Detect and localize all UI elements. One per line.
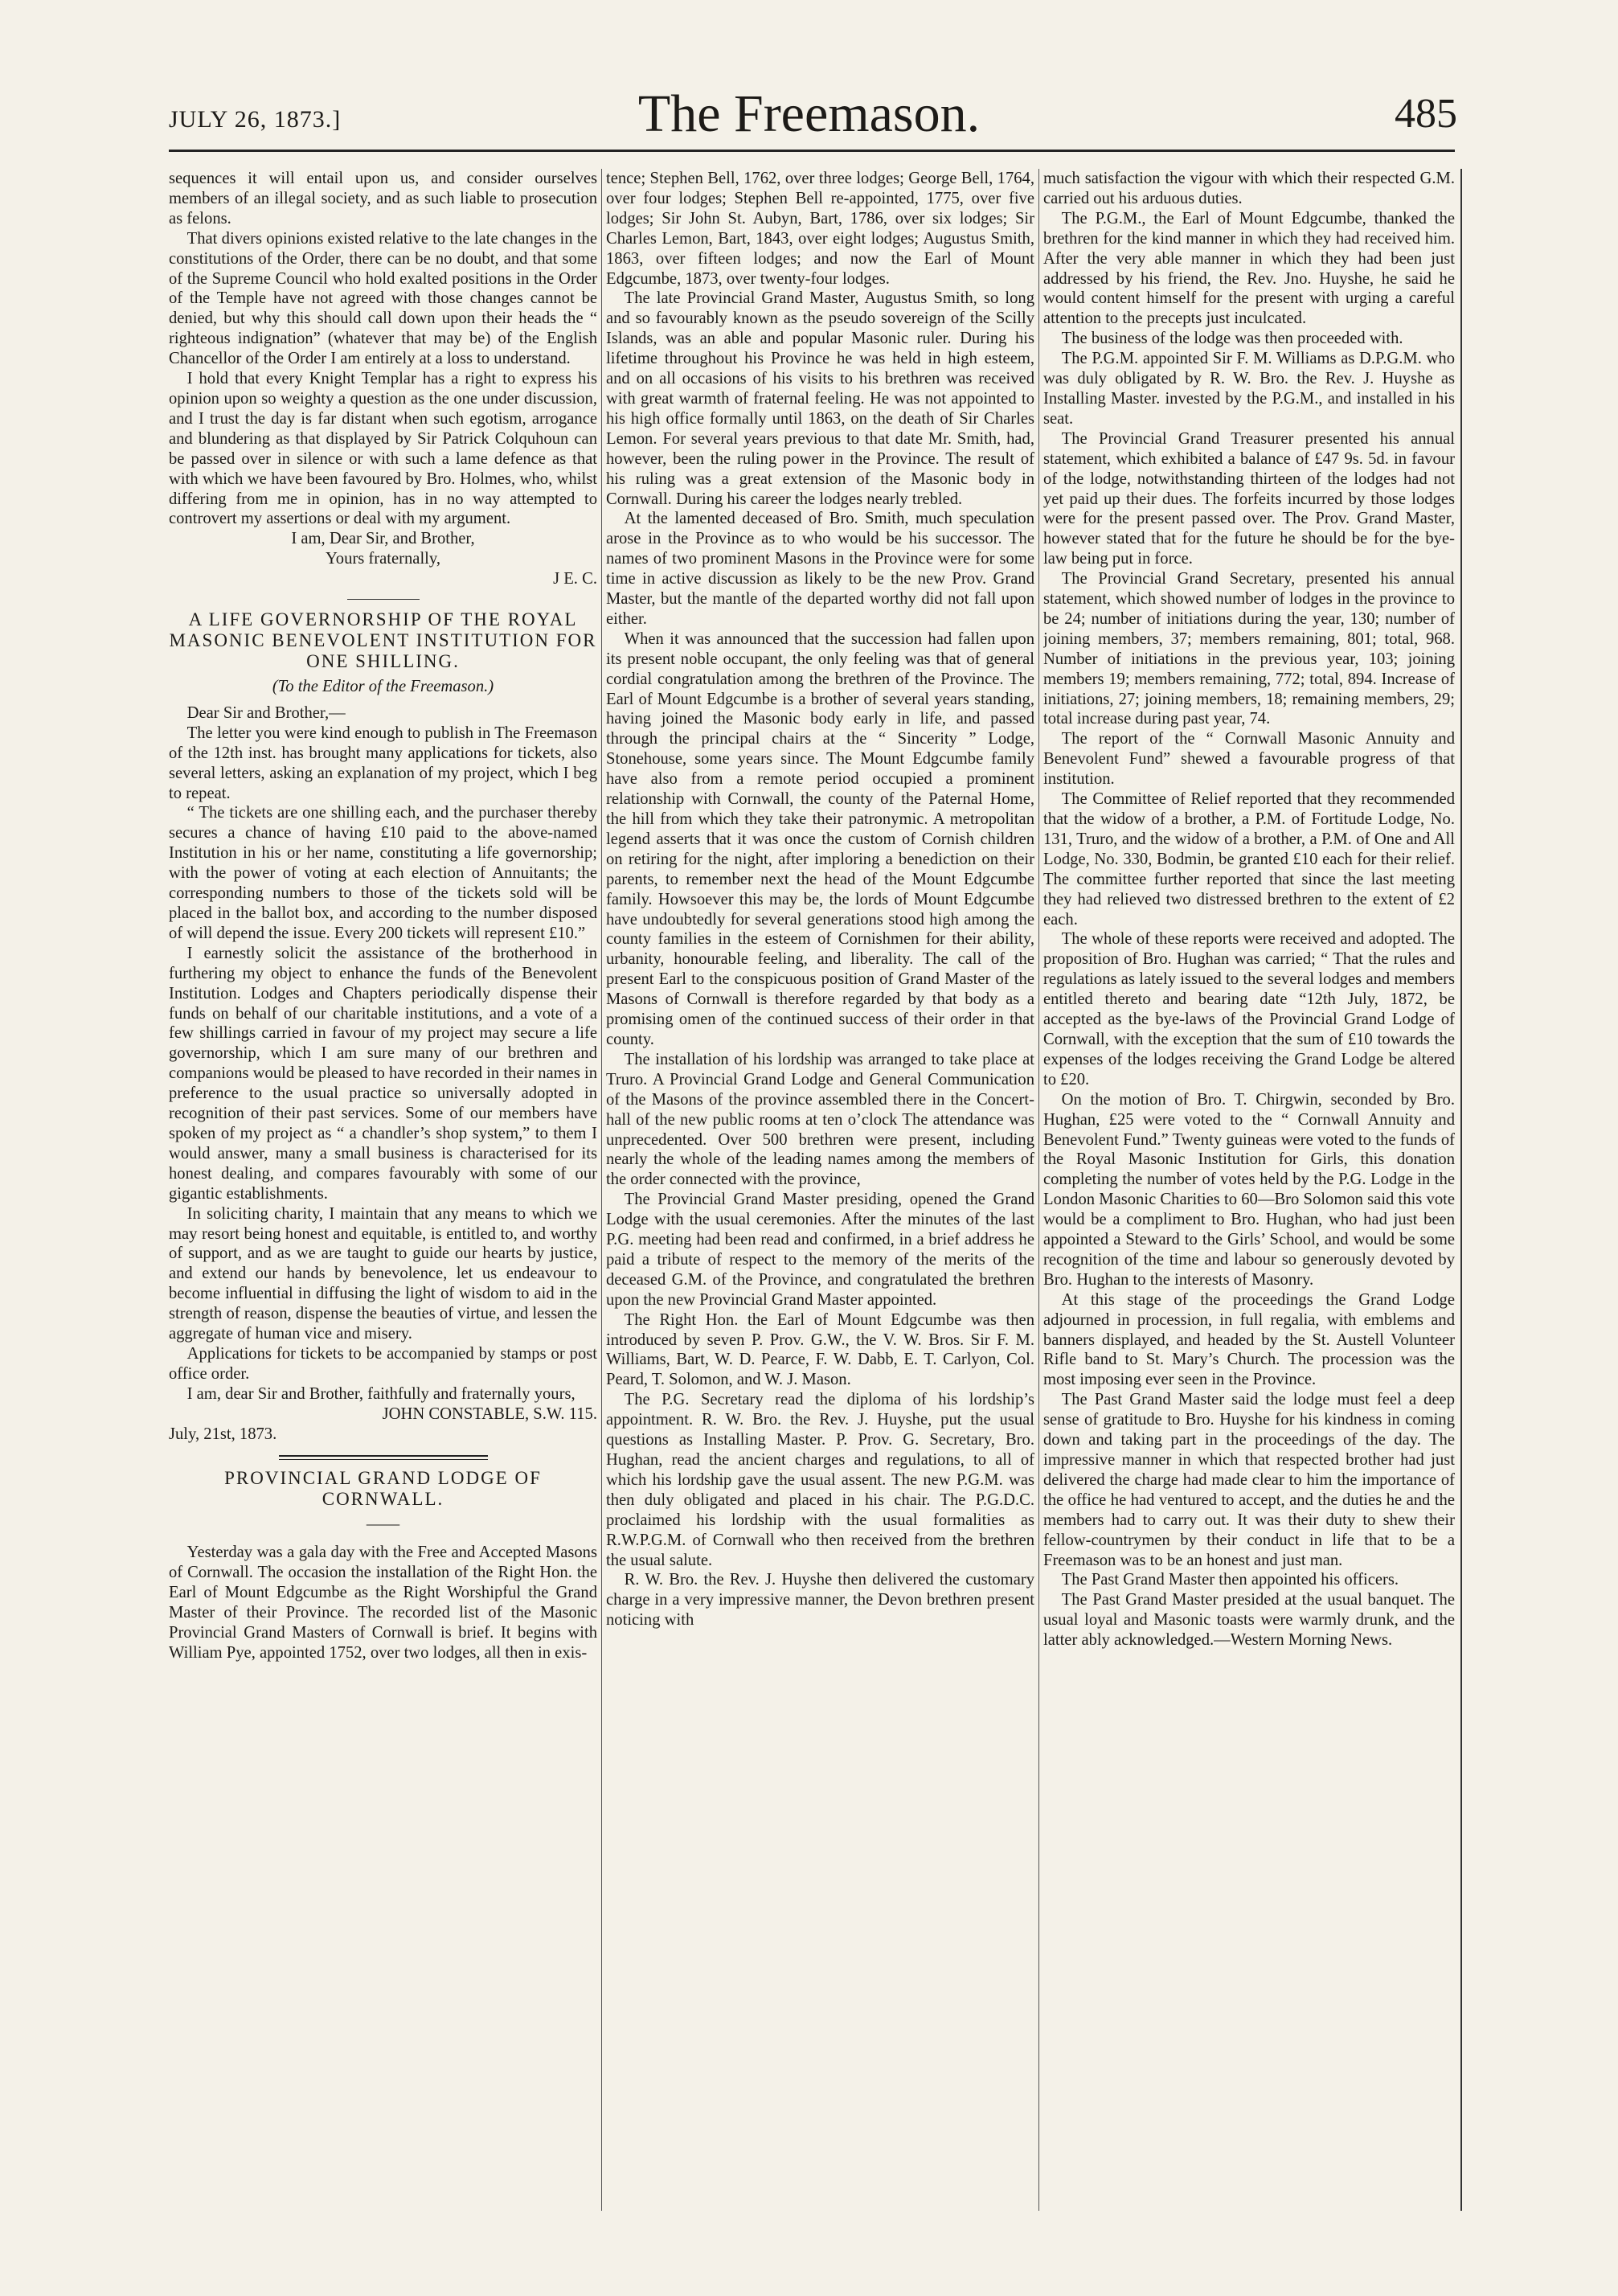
dateline: July, 21st, 1873. — [169, 1425, 277, 1443]
paragraph: At this stage of the proceedings the Grand Lodge adjourned in procession, in full regalia, with emblems and banners displayed, and headed by the St. Austell Volunteer Rifle band to St. Mary’s Church. The procession was the most imposing ever seen in the Province. — [1043, 1290, 1455, 1389]
paragraph: R. W. Bro. the Rev. J. Huyshe then delivered the customary charge in a very impressive manner, the Devon brethren present noticing with — [606, 1571, 1034, 1630]
article-heading: A LIFE GOVERNORSHIP OF THE ROYAL MASONIC BENEVOLENT INSTITUTION FOR ONE SHILLING. — [169, 609, 597, 672]
paragraph: The Past Grand Master then appointed his officers. — [1061, 1571, 1399, 1589]
paragraph: The P.G.M., the Earl of Mount Edgcumbe, thanked the brethren for the kind manner in which they had received him. After the very able manner in which they had been just addressed by his friend, the Rev. Jno. Huyshe, he said he would content himself for the present with urging a careful attention to the precepts just inculcated. — [1043, 209, 1455, 328]
paragraph: The letter you were kind enough to publish in The Freemason of the 12th inst. has brought many applications for tickets, also several letters, asking an explanation of my project, which I beg to repeat. — [169, 724, 597, 802]
paragraph: The installation of his lordship was arranged to take place at Truro. A Provincial Grand Lodge and General Communication of the Masons of the province assembled there in the Concert-hall of the new public rooms at ten o’clock The attendance was unprecedented. Over 500 brethren were present, including nearly the whole of the leading names among the members of the order connected with the province, — [606, 1050, 1034, 1189]
paragraph: The Right Hon. the Earl of Mount Edgcumbe was then introduced by seven P. Prov. G.W., the V. W. Bros. Sir F. M. Williams, Bart, W. D. Pearce, F. W. Dabb, E. T. Carlyon, Col. Peard, T. Solomon, and W. J. Mason. — [606, 1310, 1034, 1389]
paragraph: The Past Grand Master said the lodge must feel a deep sense of gratitude to Bro. Huyshe for his kindness in coming down and taking part in the proceedings of the day. The impressive manner in which that respected brother had just delivered the charge had made clear to him the importance of the office he had ventured to accept, and the duties he and the members had to carry out. It was their duty to shew their fellow-countrymen by their conduct in life that to be a Freemason was to be an honest and just man. — [1043, 1391, 1455, 1569]
paragraph: Yesterday was a gala day with the Free and Accepted Masons of Cornwall. The occasion the installation of the Right Hon. the Earl of Mount Edgcumbe as the Right Worshipful the Grand Master of their Province. The recorded list of the Masonic Provincial Grand Masters of Cornwall is brief. It begins with William Pye, appointed 1752, over two lodges, all then in exis- — [169, 1544, 597, 1662]
paragraph: The Provincial Grand Treasurer presented his annual statement, which exhibited a balance of £47 9s. 5d. in favour of the lodge, notwithstanding thirteen of the lodges had not yet paid up their dues. The forfeits incurred by those lodges were for the present passed over. The Prov. Grand Master, however stated that for the future he should be for the bye-law being put in force. — [1043, 429, 1455, 568]
paragraph: The P.G.M. appointed Sir F. M. Williams as D.P.G.M. who was duly obligated by R. W. Bro. the Rev. J. Huyshe as Installing Master. invested by the P.G.M., and installed in his seat. — [1043, 350, 1455, 428]
page-number: 485 — [1395, 91, 1457, 137]
section-divider — [279, 1455, 488, 1460]
column-1 — [169, 169, 597, 2227]
paragraph: The Provincial Grand Secretary, presented his annual statement, which showed number of lodges in the province to be 24; number of initiations during the year, 130; number of joining members, 37; members remaining, 801; total, 968. Number of initiations in the previous year, 103; joining members 19; members remaining, 772; total, 894. Increase of initiations, 27; joining members, 18; remaining members, 29; total increase during past year, 74. — [1043, 570, 1455, 728]
paragraph: sequences it will entail upon us, and consider ourselves members of an illegal society, and as such liable to prosecution as felons. — [169, 170, 597, 228]
paragraph: When it was announced that the succession had fallen upon its present noble occupant, the only feeling was that of general cordial congratulation among the brethren of the Province. The Earl of Mount Edgcumbe is a brother of several years standing, having joined the Masonic body early in life, and passed through the principal chairs at the “ Sincerity ” Lodge, Stonehouse, some years since. The Mount Edgcumbe family have also from a remote period occupied a prominent relationship with Cornwall, the county of the Paternal Home, the hill from which they take their patronymic. A metropolitan legend asserts that it was once the custom of Cornish children on retiring for the night, after imploring a benediction on their parents, to remember next the head of the Mount Edgcumbe family. Howsoever this may be, the lords of Mount Edgcumbe have undoubtedly for several generations stood high among the county families in the esteem of Cornishmen for their ability, urbanity, honourable feeling, and liberality. The call of the present Earl to the conspicuous position of Grand Master of the Masons of Cornwall is therefore regarded by that body as a promising omen of the continued success of their order in that county. — [606, 629, 1034, 1048]
paragraph: The business of the lodge was then proceeded with. — [1061, 330, 1403, 348]
salutation: Dear Sir and Brother,— — [186, 703, 346, 722]
header-rule — [169, 150, 1455, 152]
paragraph: “ The tickets are one shilling each, and the purchaser thereby secures a chance of having £10 paid to the above-named Institution in his or her name, constituting a life governorship; with the power of voting at each election of Annuitants; the corresponding numbers to those of the tickets sold will be placed in the ballot box, and according to the number disposed of will depend the issue. Every 200 tickets will represent £10.” — [169, 804, 597, 942]
paragraph: That divers opinions existed relative to the late changes in the constitutions of the Order, there can be no doubt, and that some of the Supreme Council who hold exalted positions in the Order of the Temple have not agreed with those changes cannot be denied, but why this should call down upon their heads the “ righteous indignation” (whatever that may be) of the English Chancellor of the Order I am entirely at a loss to understand. — [169, 229, 597, 368]
paragraph: I earnestly solicit the assistance of the brotherhood in furthering my object to enhance the funds of the Benevolent Institution. Lodges and Chapters periodically dispense their funds on behalf of our charitable institutions, and a vote of a few shillings carried in favour of my project may secure a life governorship, which I am sure many of our brethren and companions would be pleased to have recorded in their names in preference to the usual practice so universally adopted in recognition of their past services. Some of our members have spoken of my project as “ a chandler’s shop system,” to them I would answer, many a small business is characterised for its honest dealing, and compares favourably with some of our gigantic establishments. — [169, 944, 597, 1203]
paragraph: The Provincial Grand Master presiding, opened the Grand Lodge with the usual ceremonies. After the minutes of the last P.G. meeting had been read and confirmed, in a brief address he paid a tribute of respect to the memory of the merits of the deceased G.M. of the Province, and congratulated the brethren upon the new Provincial Grand Master appointed. — [606, 1191, 1034, 1309]
heading-dash: —— — [366, 1515, 400, 1534]
paragraph: The late Provincial Grand Master, Augustus Smith, so long and so favourably known as the pseudo sovereign of the Scilly Islands, was an able and popular Masonic ruler. During his lifetime throughout his Province he was held in high esteem, and on all occasions of his visits to his brethren was received with great warmth of fraternal feeling. He was not appointed to his high office formally until 1863, on the death of Sir Charles Lemon. For several years previous to that date Mr. Smith, had, however, been the ruling power in the Province. The result of his ruling was a great extension of the Masonic body in Cornwall. During his career the lodges nearly trebled. — [606, 289, 1034, 508]
paragraph: The report of the “ Cornwall Masonic Annuity and Benevolent Fund” shewed a favourable progress of that institution. — [1043, 730, 1455, 789]
column-rule — [1038, 169, 1039, 2211]
paragraph: In soliciting charity, I maintain that any means to which we may resort being honest and equitable, is entitled to, and worthy of support, and as we are taught to guide our hearts by justice, and extend our hands by benevolence, let us endeavour to become influential in diffusing the light of wisdom to aid in the strength of reason, dispense the beauties of virtue, and lessen the aggregate of human vice and misery. — [169, 1204, 597, 1343]
article-subheading: (To the Editor of the Freemason.) — [272, 678, 494, 696]
column-3 — [1043, 169, 1455, 2227]
paragraph: At the lamented deceased of Bro. Smith, much speculation arose in the Province as to who would be his successor. The names of two prominent Masons in the Province were for some time in active discussion as likely to be the new Prov. Grand Master, but the mantle of the departed worthy did not fall upon either. — [606, 510, 1034, 628]
column-2 — [606, 169, 1034, 2227]
column-rule — [1460, 169, 1462, 2211]
paragraph: On the motion of Bro. T. Chirgwin, seconded by Bro. Hughan, £25 were voted to the “ Cornwall Annuity and Benevolent Fund.” Twenty guineas were voted to the funds of the Royal Masonic Institution for Girls, this donation completing the number of votes held by the P.G. Lodge in the London Masonic Charities to 60—Bro Solomon said this vote would be a compliment to Bro. Hughan, who had just been appointed a Steward to the Girls’ School, and would be some recognition of the time and labour so generously devoted by Bro. Hughan to the interests of Masonry. — [1043, 1090, 1455, 1289]
paragraph: I am, dear Sir and Brother, faithfully and fraternally yours, — [186, 1384, 576, 1403]
signature: JOHN CONSTABLE, S.W. 115. — [382, 1404, 597, 1423]
letter-closing: I am, Dear Sir, and Brother, — [291, 530, 475, 548]
issue-date: JULY 26, 1873.] — [169, 106, 342, 133]
paragraph: The Past Grand Master presided at the usual banquet. The usual loyal and Masonic toasts were warmly drunk, and the latter ably acknowledged.—Western Morning News. — [1043, 1591, 1455, 1650]
signature: J E. C. — [553, 570, 597, 588]
paragraph: tence; Stephen Bell, 1762, over three lodges; George Bell, 1764, over four lodges; Stephen Bell re-appointed, 1775, over five lodges; Sir John St. Aubyn, Bart, 1786, over six lodges; Sir Charles Lemon, Bart, 1843, over eight lodges; Augustus Smith, 1863, over fifteen lodges; and now the Earl of Mount Edgcumbe, 1873, over twenty-four lodges. — [606, 170, 1034, 288]
letter-closing: Yours fraternally, — [326, 550, 440, 568]
section-divider — [347, 599, 420, 600]
paragraph: much satisfaction the vigour with which their respected G.M. carried out his arduous duties. — [1043, 170, 1455, 207]
article-heading: PROVINCIAL GRAND LODGE OF CORNWALL. — [224, 1468, 542, 1510]
paragraph: The P.G. Secretary read the diploma of his lordship’s appointment. R. W. Bro. the Rev. J. Huyshe, put the usual questions as Installing Master. P. Prov. G. Secretary, Bro. Hughan, read the ancient charges and regulations, to all of which his lordship gave the usual assent. The new P.G.M. was then duly obligated and placed in his chair. The P.G.D.C. proclaimed his lordship with the usual formalities as R.W.P.G.M. of Cornwall who then received from the brethren the usual salute. — [606, 1391, 1034, 1569]
paragraph: The whole of these reports were received and adopted. The proposition of Bro. Hughan was carried; “ That the rules and regulations as lately issued to the several lodges and members entitled thereto and bearing date “12th July, 1872, be accepted as the bye-laws of the Provincial Grand Lodge of Cornwall, with the exception that the sum of £10 towards the expenses of the lodges receiving the Grand Lodge be altered to £20. — [1043, 930, 1455, 1089]
paragraph: The Committee of Relief reported that they recommended that the widow of a brother, a P.M. of Fortitude Lodge, No. 131, Truro, and the widow of a brother, a P.M. of One and All Lodge, No. 330, Bodmin, be granted £10 each for their relief. The committee further reported that since the last meeting they had relieved two distressed brethren to the extent of £2 each. — [1043, 790, 1455, 929]
paragraph: Applications for tickets to be accompanied by stamps or post office order. — [169, 1344, 597, 1383]
paragraph: I hold that every Knight Templar has a right to express his opinion upon so weighty a question as the one under discussion, and I trust the day is far distant when such egotism, arrogance and blundering as that displayed by Sir Patrick Colquhoun can be passed over in silence or with such a lame defence as that with which we have been favoured by Bro. Holmes, who, whilst differing from me in opinion, has in no way attempted to controvert my assertions or deal with my argument. — [169, 370, 597, 528]
column-rule — [601, 169, 602, 2211]
masthead-title: The Freemason. — [637, 84, 981, 143]
